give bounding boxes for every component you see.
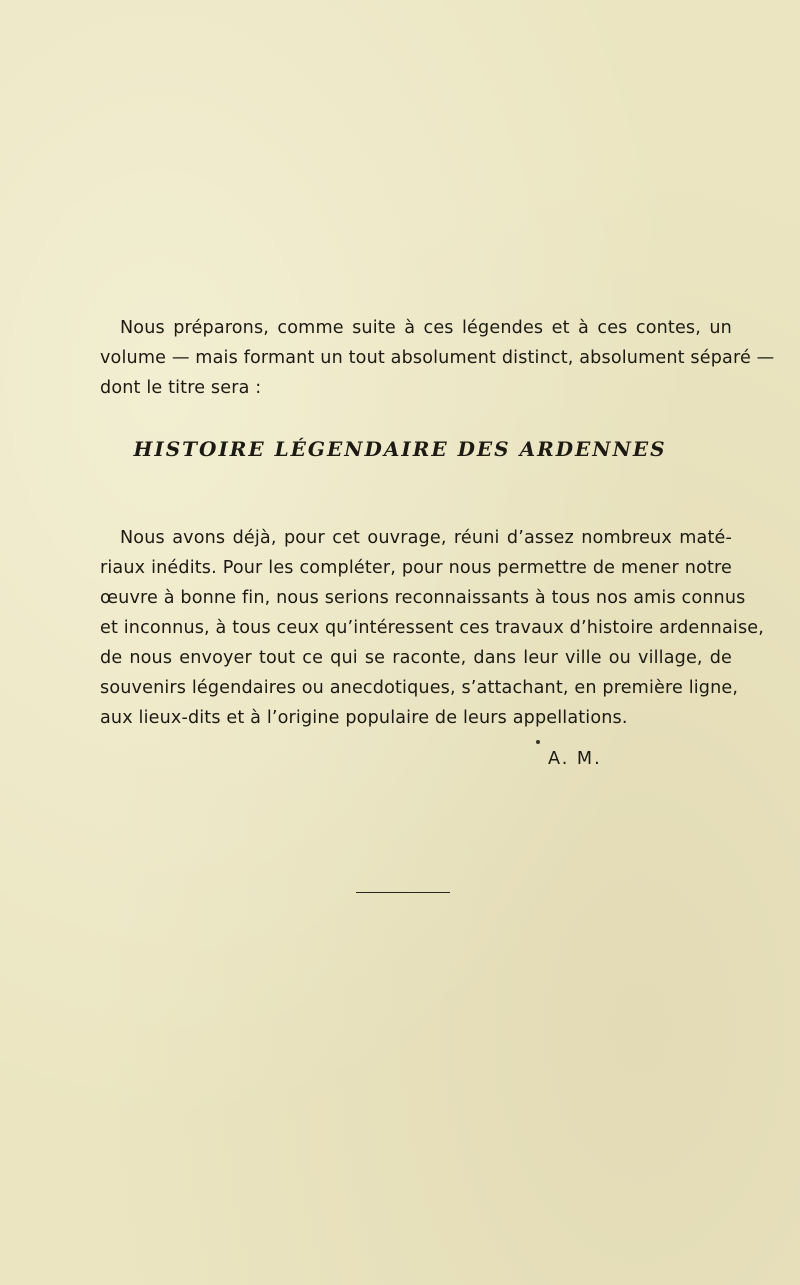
intro-line: dont le titre sera : xyxy=(100,378,262,398)
divider-rule xyxy=(356,892,450,893)
intro-line: Nous préparons, comme suite à ces légendes et à ces contes, un xyxy=(120,318,732,338)
ink-speck xyxy=(536,740,540,744)
intro-paragraph xyxy=(100,313,775,403)
intro-line: volume — mais formant un tout absolument distinct, absolument séparé — xyxy=(100,348,775,368)
body-paragraph xyxy=(100,523,764,733)
body-line: et inconnus, à tous ceux qu’intéressent ces travaux d’histoire ardennaise, xyxy=(100,618,764,638)
body-line: Nous avons déjà, pour cet ouvrage, réuni d’assez nombreux maté- xyxy=(120,528,732,548)
book-title: HISTOIRE LÉGENDAIRE DES ARDENNES xyxy=(133,437,667,461)
signature: A. M. xyxy=(548,749,602,769)
body-line: œuvre à bonne fin, nous serions reconnaissants à tous nos amis connus xyxy=(100,588,746,608)
body-line: aux lieux-dits et à l’origine populaire de leurs appellations. xyxy=(100,708,628,728)
body-line: souvenirs légendaires ou anecdotiques, s’attachant, en première ligne, xyxy=(100,678,739,698)
body-line: riaux inédits. Pour les compléter, pour nous permettre de mener notre xyxy=(100,558,732,578)
body-line: de nous envoyer tout ce qui se raconte, dans leur ville ou village, de xyxy=(100,648,732,668)
